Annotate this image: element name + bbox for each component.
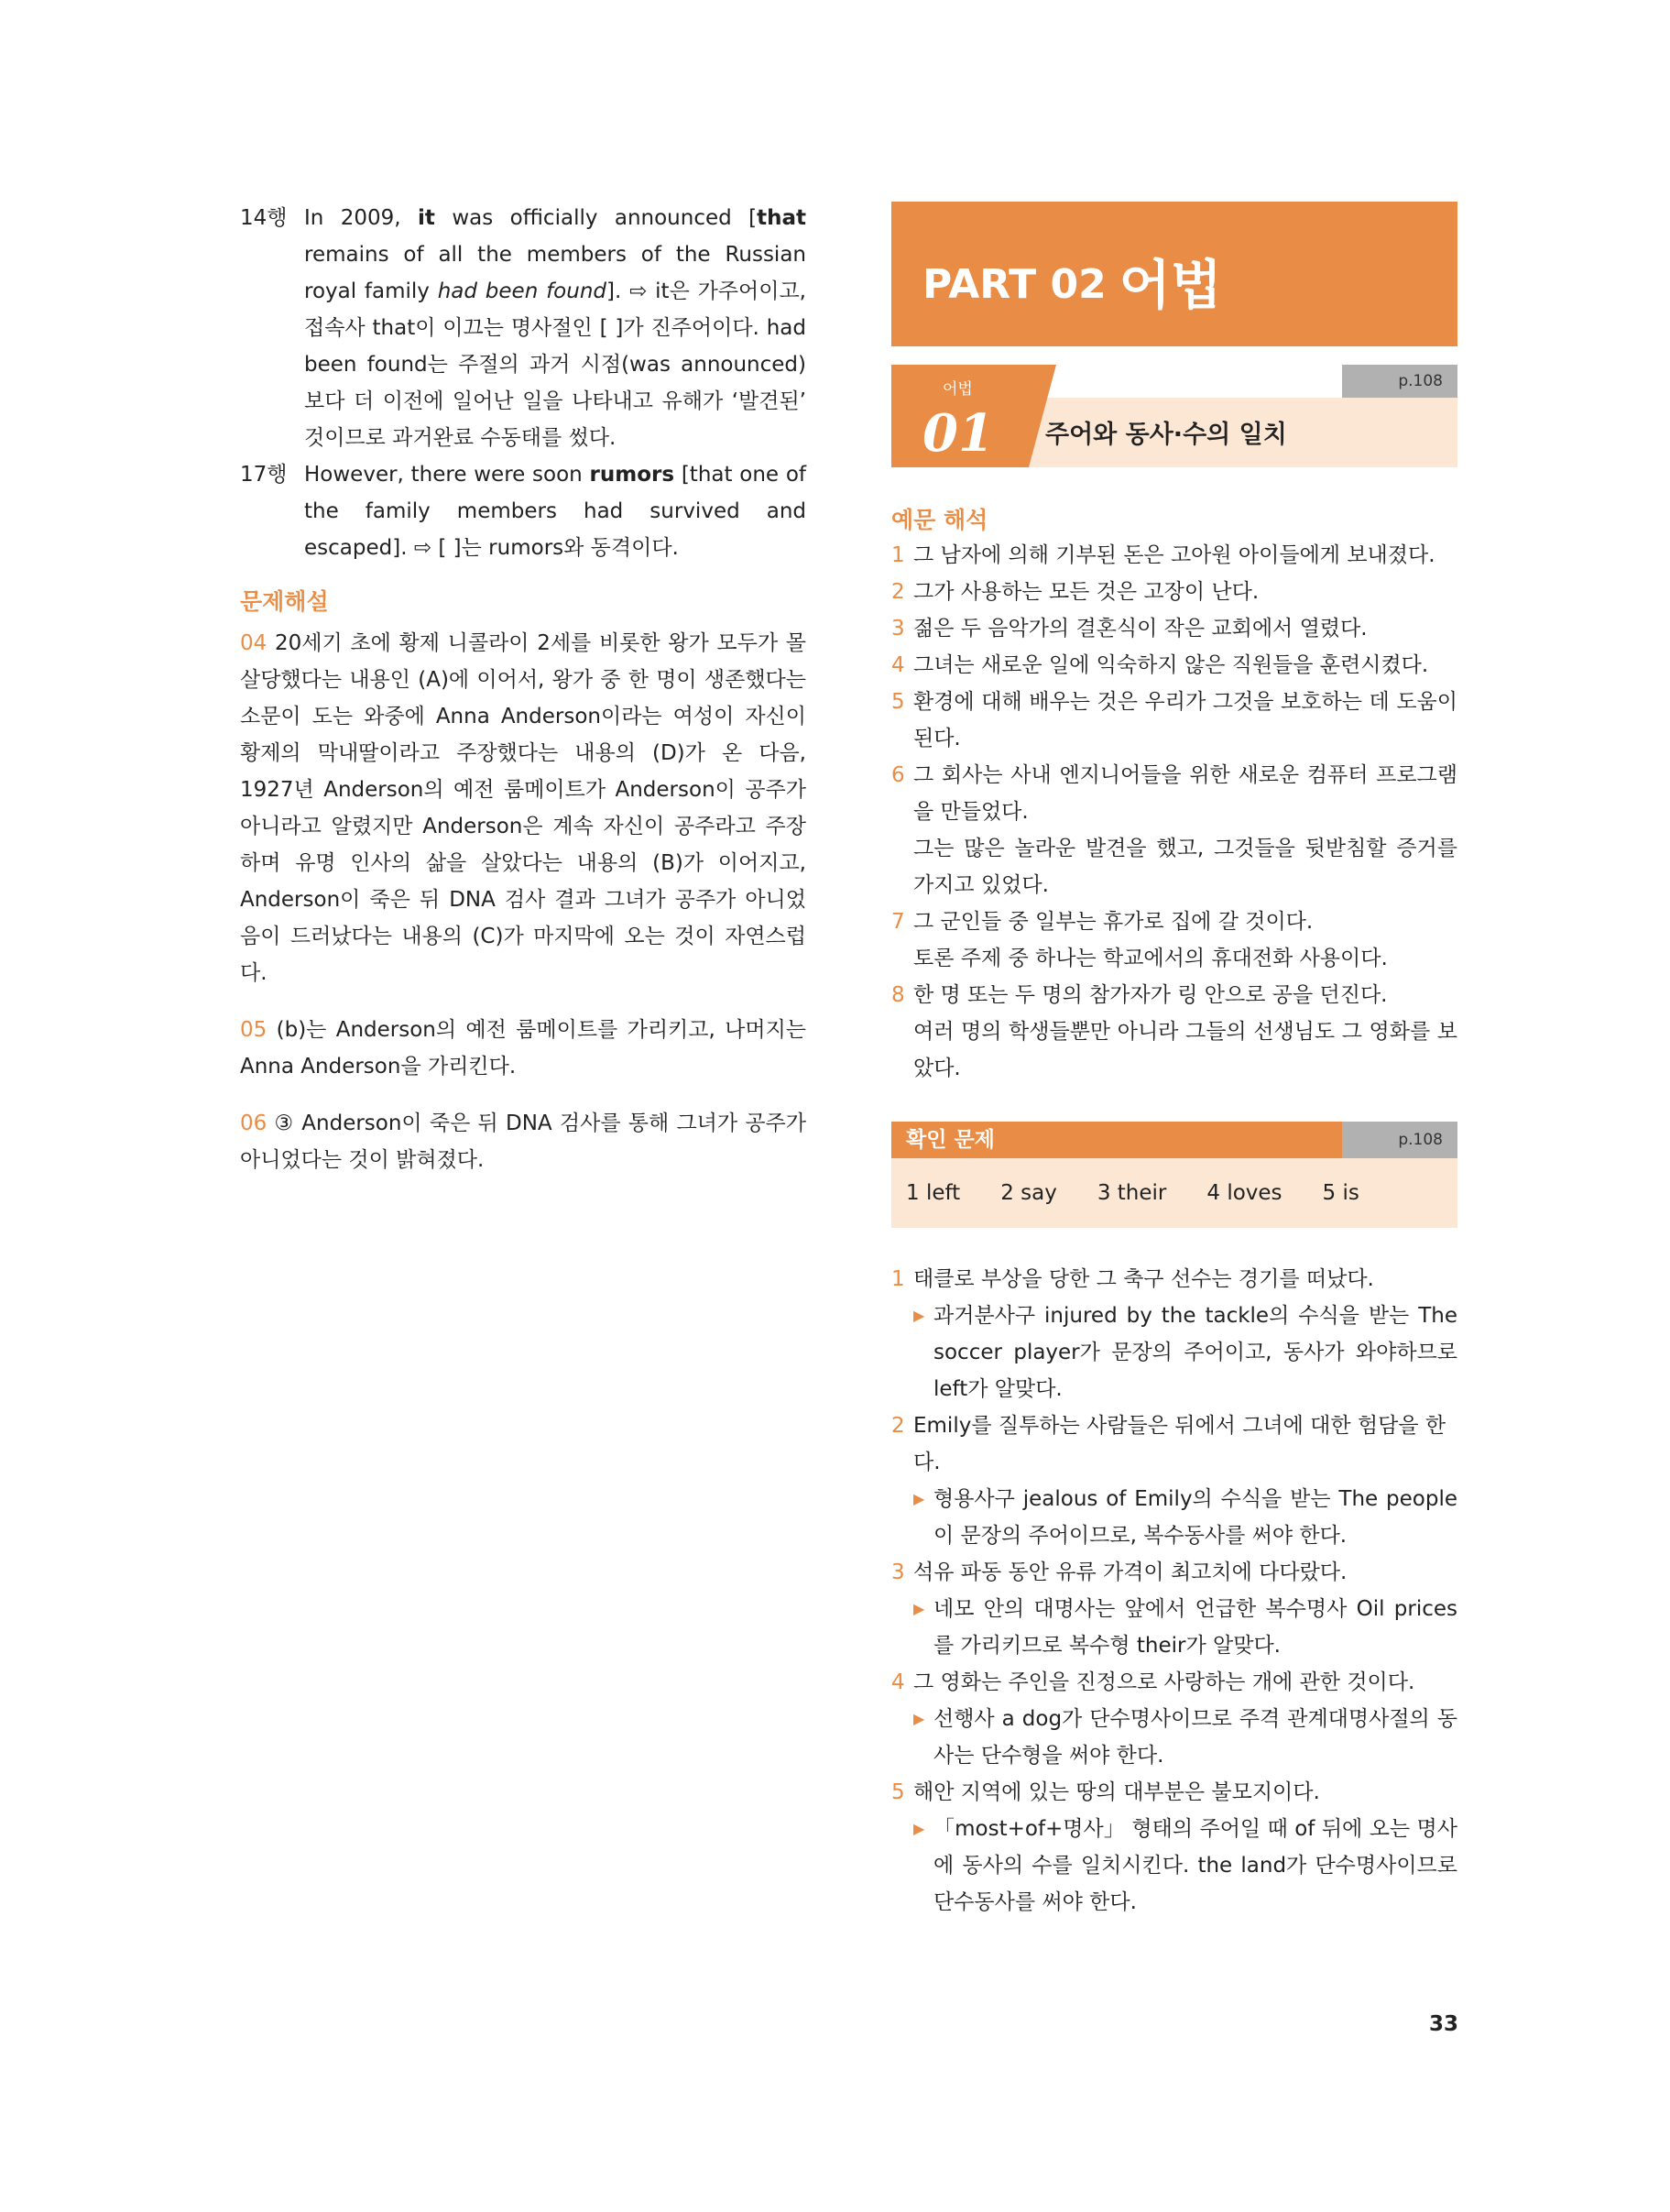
example-text	[913, 647, 1457, 684]
line-note	[240, 456, 806, 566]
unit-header	[891, 365, 1457, 467]
example-number: 2	[891, 580, 905, 604]
note-segment: had been found	[437, 279, 606, 303]
part-label: PART 02	[922, 261, 1107, 308]
explanation-note-text: 「most+of+명사」 형태의 주어일 때 of 뒤에 오는 명사에 동사의 수를 일치시킨다. the land가 단수명사이므로 단수동사를 써야 한다.	[933, 1817, 1457, 1914]
line-notes	[240, 200, 806, 566]
example-text	[913, 757, 1457, 903]
answer-number: 06	[240, 1111, 267, 1135]
explanation-translation: Emily를 질투하는 사람들은 뒤에서 그녀에 대한 험담을 한다.	[913, 1414, 1446, 1474]
explanation-number: 1	[891, 1267, 905, 1291]
explanation-list	[891, 1261, 1457, 1921]
part-title	[922, 242, 1222, 319]
example-number: 5	[891, 690, 905, 714]
example-number: 7	[891, 910, 905, 934]
triangle-right-icon: ▶	[913, 1820, 925, 1837]
triangle-right-icon: ▶	[913, 1710, 925, 1727]
example-text	[913, 610, 1457, 647]
explanation-item	[891, 1407, 1457, 1481]
example-item	[891, 537, 1457, 574]
check-section	[891, 1122, 1457, 1228]
example-text	[913, 537, 1457, 574]
note-segment: In 2009,	[304, 206, 419, 230]
answer-explanations	[240, 625, 806, 1178]
line-note	[240, 200, 806, 456]
explanation-note-text: 선행사 a dog가 단수명사이므로 주격 관계대명사절의 동사는 단수형을 써야 한다.	[933, 1707, 1457, 1768]
explanation-item	[891, 1554, 1457, 1591]
example-heading: 예문 해석	[891, 507, 988, 533]
answer-number: 05	[240, 1018, 267, 1042]
example-line: 여러 명의 학생들뿐만 아니라 그들의 선생님도 그 영화를 보았다.	[913, 1020, 1457, 1080]
explanation-item	[891, 1261, 1457, 1298]
check-header	[891, 1122, 1457, 1158]
answer-text: 20세기 초에 황제 니콜라이 2세를 비롯한 왕가 모두가 몰살당했다는 내용인 (A)에 이어서, 왕가 중 한 명이 생존했다는 소문이 도는 와중에 Anna Anderson이라는 여성이 자신이 황제의 막내딸이라고 주장했다는 내용의 (D)가 온 다음, 1927년 Anderson의 예전 룸메이트가 Anderson이 공주가 아니라고 알렸지만 Anderson은 계속 자신이 공주라고 주장하며 유명 인사의 삶을 살았다는 내용의 (B)가 이어지고, Anderson이 죽은 뒤 DNA 검사 결과 그녀가 공주가 아니었음이 드러났다는 내용의 (C)가 마지막에 오는 것이 자연스럽다.	[240, 631, 806, 985]
explanation-item	[891, 1774, 1457, 1811]
example-number: 1	[891, 543, 905, 567]
explanation-translation: 해안 지역에 있는 땅의 대부분은 불모지이다.	[913, 1780, 1320, 1804]
explanation-number: 2	[891, 1414, 905, 1438]
example-list	[891, 537, 1457, 1087]
right-column	[891, 202, 1457, 1921]
unit-page-ref: p.108	[1342, 365, 1457, 398]
explanation-number: 4	[891, 1670, 905, 1694]
unit-number: 01	[922, 403, 994, 464]
example-item	[891, 977, 1457, 1087]
note-segment: However, there were soon	[304, 463, 590, 487]
example-line: 토론 주제 중 하나는 학교에서의 휴대전화 사용이다.	[913, 947, 1388, 970]
section-title: 문제해설	[240, 588, 329, 615]
note-segment: was officially announced [	[434, 206, 758, 230]
explanation-note	[891, 1701, 1457, 1774]
explanation-translation: 석유 파동 동안 유류 가격이 최고치에 다다랐다.	[913, 1560, 1348, 1584]
triangle-right-icon: ▶	[913, 1490, 925, 1507]
left-column	[240, 200, 806, 1199]
note-segment: that	[757, 206, 807, 230]
answer-item	[240, 1105, 806, 1178]
answer-item	[240, 1012, 806, 1085]
unit-number-block	[891, 365, 1029, 467]
line-number: 17행	[240, 463, 288, 487]
example-text	[913, 684, 1457, 757]
check-answer: 4 loves	[1206, 1181, 1283, 1205]
example-number: 4	[891, 653, 905, 677]
unit-title: 주어와 동사·수의 일치	[1045, 421, 1287, 449]
explanation-note	[891, 1481, 1457, 1554]
example-item	[891, 610, 1457, 647]
explanation-translation: 태클로 부상을 당한 그 축구 선수는 경기를 떠났다.	[913, 1267, 1374, 1291]
note-segment: [that one of the family members had survived and escaped]. ⇨ [ ]는 rumors와 동격이다.	[304, 463, 806, 560]
example-line: 그녀는 새로운 일에 익숙하지 않은 직원들을 훈련시켰다.	[913, 653, 1429, 677]
answer-text: ③ Anderson이 죽은 뒤 DNA 검사를 통해 그녀가 공주가 아니었다는 것이 밝혀졌다.	[240, 1111, 806, 1172]
note-segment: ]. ⇨ it은 가주어이고, 접속사 that이 이끄는 명사절인 [ ]가 진주어이다. had been found는 주절의 과거 시점(was announced)보다 더 이전에 일어난 일을 나타내고 유해가 ‘발견된’ 것이므로 과거완료 수동태를 썼다.	[304, 279, 806, 450]
example-line: 그 남자에 의해 기부된 돈은 고아원 아이들에게 보내졌다.	[913, 543, 1435, 567]
example-text	[913, 977, 1457, 1087]
check-page-ref: p.108	[1342, 1122, 1457, 1158]
explanation-note-text: 형용사구 jealous of Emily의 수식을 받는 The people이 문장의 주어이므로, 복수동사를 써야 한다.	[933, 1487, 1457, 1548]
example-line: 그 회사는 사내 엔지니어들을 위한 새로운 컴퓨터 프로그램을 만들었다.	[913, 763, 1457, 824]
example-number: 3	[891, 617, 905, 641]
triangle-right-icon: ▶	[913, 1307, 925, 1324]
explanation-item	[891, 1664, 1457, 1701]
note-segment: it	[418, 206, 435, 230]
explanation-note	[891, 1591, 1457, 1664]
check-answer: 3 their	[1097, 1181, 1167, 1205]
explanation-number: 3	[891, 1560, 905, 1584]
note-segment: rumors	[589, 463, 675, 487]
example-line: 그가 사용하는 모든 것은 고장이 난다.	[913, 580, 1260, 604]
explanation-note	[891, 1811, 1457, 1921]
example-item	[891, 574, 1457, 610]
example-text	[913, 574, 1457, 610]
check-answer: 2 say	[1000, 1181, 1057, 1205]
example-line: 그는 많은 놀라운 발견을 했고, 그것들을 뒷받침할 증거를 가지고 있었다.	[913, 837, 1457, 897]
triangle-right-icon: ▶	[913, 1600, 925, 1617]
example-line: 한 명 또는 두 명의 참가자가 링 안으로 공을 던진다.	[913, 983, 1388, 1007]
check-answer: 5 is	[1322, 1181, 1359, 1205]
example-number: 6	[891, 763, 905, 787]
unit-label: 어법	[943, 380, 973, 399]
note-text	[304, 456, 806, 566]
part-banner	[891, 202, 1457, 346]
answer-text: (b)는 Anderson의 예전 룸메이트를 가리키고, 나머지는 Anna Anderson을 가리킨다.	[240, 1018, 806, 1079]
line-number: 14행	[240, 206, 288, 230]
note-text	[304, 200, 806, 456]
example-number: 8	[891, 983, 905, 1007]
note-segment: remains of all the members of the Russian royal family	[304, 243, 806, 303]
explanation-note	[891, 1298, 1457, 1407]
explanation-note-text: 네모 안의 대명사는 앞에서 언급한 복수명사 Oil prices를 가리키므로 복수형 their가 알맞다.	[933, 1597, 1457, 1658]
explanation-note-text: 과거분사구 injured by the tackle의 수식을 받는 The soccer player가 문장의 주어이고, 동사가 와야하므로 left가 알맞다.	[933, 1304, 1457, 1401]
page-number: 33	[1428, 2012, 1458, 2036]
example-line: 환경에 대해 배우는 것은 우리가 그것을 보호하는 데 도움이 된다.	[913, 690, 1457, 750]
explanation-number: 5	[891, 1780, 905, 1804]
example-text	[913, 903, 1457, 977]
explanation-translation: 그 영화는 주인을 진정으로 사랑하는 개에 관한 것이다.	[913, 1670, 1415, 1694]
check-title: 확인 문제	[891, 1122, 1342, 1158]
example-item	[891, 757, 1457, 903]
check-answer: 1 left	[906, 1181, 961, 1205]
answer-item	[240, 625, 806, 991]
example-line: 젊은 두 음악가의 결혼식이 작은 교회에서 열렸다.	[913, 617, 1368, 641]
example-item	[891, 684, 1457, 757]
part-korean: 어법	[1119, 254, 1222, 316]
example-item	[891, 647, 1457, 684]
example-line: 그 군인들 중 일부는 휴가로 집에 갈 것이다.	[913, 910, 1314, 934]
unit-top-bar	[1029, 365, 1457, 398]
check-answers	[891, 1158, 1457, 1228]
answer-number: 04	[240, 631, 267, 655]
example-item	[891, 903, 1457, 977]
